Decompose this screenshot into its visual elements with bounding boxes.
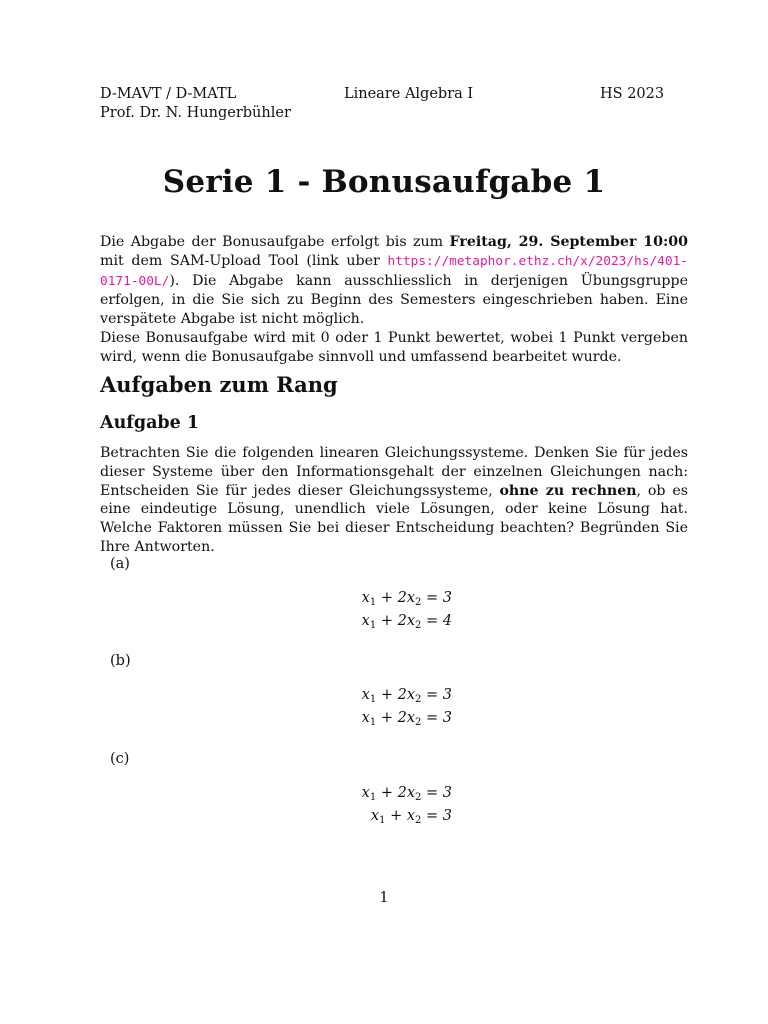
- system-b: [300, 684, 452, 730]
- equation: $x_1 + x_2 = 3$: [370, 808, 452, 826]
- equation-rhs: 4: [442, 613, 452, 629]
- equation-rhs: 3: [442, 808, 452, 824]
- intro-text-2: mit dem SAM-Upload Tool (link uber: [100, 252, 388, 269]
- equation: $x_1 + 2x_2 = 3$: [361, 687, 452, 705]
- system-a: [300, 587, 452, 633]
- equation-rhs: 3: [442, 590, 452, 606]
- equation: $x_1 + 2x_2 = 3$: [361, 710, 452, 728]
- section-title: Aufgaben zum Rang: [100, 372, 338, 397]
- header-semester: HS 2023: [600, 86, 665, 102]
- system-c: [300, 782, 452, 828]
- system-b-label: (b): [110, 653, 131, 669]
- subsection-title: Aufgabe 1: [100, 413, 200, 433]
- header-course: Lineare Algebra I: [344, 86, 474, 102]
- task-paragraph: [100, 444, 688, 557]
- upload-link[interactable]: https://metaphor.ethz.ch/x/2023/hs/401-0171-00L/: [100, 253, 688, 289]
- intro-text-4: Diese Bonusaufgabe wird mit 0 oder 1 Punkt bewertet, wobei 1 Punkt vergeben wird, wenn die Bonusaufgabe sinnvoll und umfassend bearbeitet wurde.: [100, 329, 688, 365]
- header-professor: Prof. Dr. N. Hungerbühler: [100, 105, 291, 121]
- header-left: [100, 85, 291, 123]
- page-number: 1: [379, 890, 389, 906]
- system-a-label: (a): [110, 556, 130, 572]
- equation: $x_1 + 2x_2 = 4$: [361, 613, 452, 631]
- equation-rhs: 3: [442, 687, 452, 703]
- equation: $x_1 + 2x_2 = 3$: [361, 590, 452, 608]
- task-emphasis: ohne zu rechnen: [499, 482, 637, 499]
- page-title: Serie 1 - Bonusaufgabe 1: [162, 164, 606, 200]
- system-c-label: (c): [110, 751, 130, 767]
- intro-text-1: Die Abgabe der Bonusaufgabe erfolgt bis zum: [100, 234, 450, 250]
- equation: $x_1 + 2x_2 = 3$: [361, 785, 452, 803]
- intro-paragraph: [100, 233, 688, 367]
- equation-rhs: 3: [442, 785, 452, 801]
- intro-text-3: ). Die Abgabe kann ausschliesslich in derjenigen Übungsgruppe erfolgen, in die Sie sich zu Beginn des Semesters eingeschrieben haben. Eine verspätete Abgabe ist nicht möglich.: [100, 272, 688, 328]
- task-text-1: Betrachten Sie die folgenden linearen Gleichungssysteme. Denken Sie für jedes dieser Systeme über den Informationsgehalt der einzelnen Gleichungen nach: Entscheiden Sie für jedes dieser Gleichungssysteme,: [100, 445, 688, 499]
- equation-rhs: 3: [442, 710, 452, 726]
- task-text-2: , ob es eine eindeutige Lösung, unendlich viele Lösungen, oder keine Lösung hat. Welche Faktoren müssen Sie bei dieser Entscheidung beachten? Begründen Sie Ihre Antworten.: [100, 482, 688, 555]
- header-department: D-MAVT / D-MATL: [100, 86, 237, 102]
- deadline: Freitag, 29. September 10:00: [449, 234, 688, 250]
